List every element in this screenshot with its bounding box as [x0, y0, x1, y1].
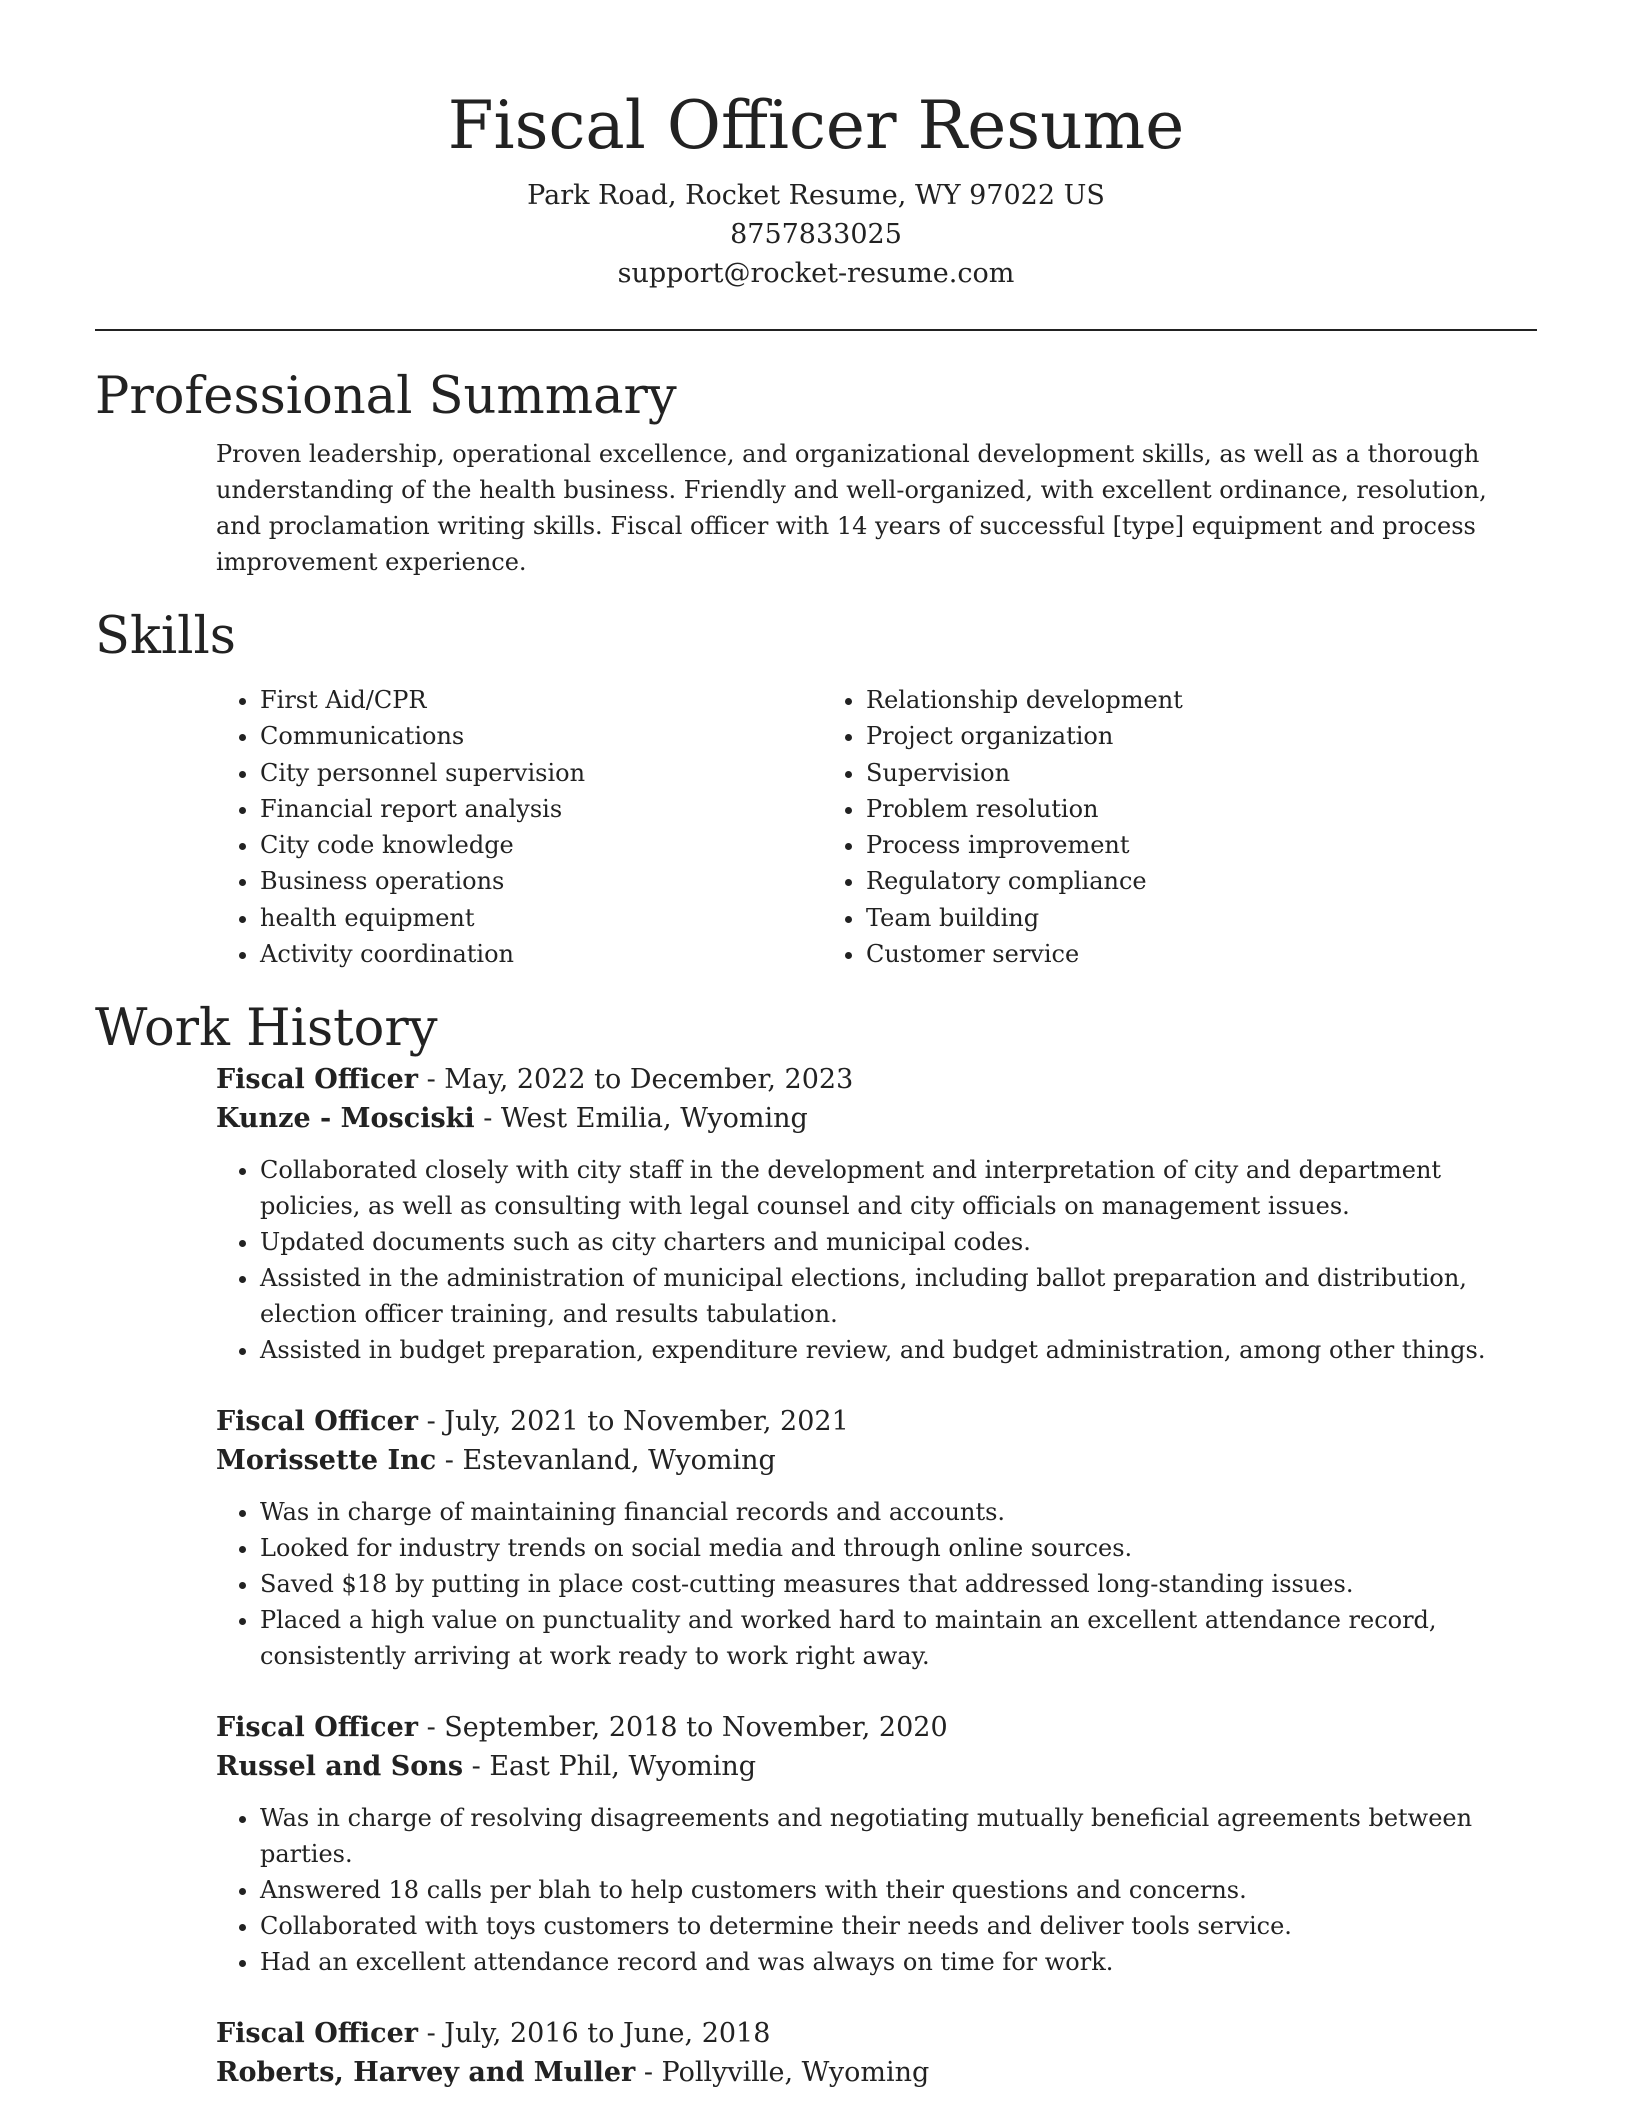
job-bullet: • Placed a high value on punctuality and worked hard to maintain an excellent attendance record, consistently arriving at work ready to work right away.: [260, 1602, 1537, 1674]
job-company: Russel and Sons: [216, 1751, 464, 1783]
skill-item: • Supervision: [866, 755, 1183, 791]
skill-item: • Customer service: [866, 936, 1183, 972]
job-company: Morissette Inc: [216, 1445, 437, 1477]
job-bullet: • Collaborated with toys customers to determine their needs and deliver tools service.: [260, 1908, 1537, 1944]
job-location: - West Emilia, Wyoming: [474, 1103, 808, 1135]
job-location: - East Phil, Wyoming: [463, 1751, 757, 1783]
header-divider: [95, 329, 1537, 331]
job-title: Fiscal Officer: [216, 1406, 418, 1438]
job-entry: [216, 1060, 1537, 1368]
job-dates: - July, 2021 to November, 2021: [418, 1406, 849, 1438]
job-company: Kunze - Mosciski: [216, 1103, 475, 1135]
summary-heading: Professional Summary: [95, 367, 677, 426]
job-bullet: • Updated documents such as city charters and municipal codes.: [260, 1224, 1537, 1260]
job-location: - Pollyville, Wyoming: [635, 2057, 930, 2089]
skills-list: [216, 682, 1537, 972]
skill-item: • Business operations: [260, 863, 822, 899]
job-bullets: [216, 1152, 1537, 1368]
job-dates: - May, 2022 to December, 2023: [418, 1064, 854, 1096]
job-bullet: • Assisted in budget preparation, expenditure review, and budget administration, among other things.: [260, 1332, 1537, 1368]
contact-block: [95, 176, 1537, 293]
job-company-line: [216, 2053, 1537, 2092]
skill-item: • City personnel supervision: [260, 755, 822, 791]
summary-text: Proven leadership, operational excellence, and organizational development skills, as well as a thorough understanding of the health business. Friendly and well-organized, with excellent ordinance, resolution, and proclamation writing skills. Fiscal officer with 14 years of successful [type] equipment and process improvement experience.: [216, 440, 1487, 576]
job-bullet: • Saved $18 by putting in place cost-cutting measures that addressed long-standing issues.: [260, 1566, 1537, 1602]
job-bullets: [216, 1800, 1537, 1980]
job-location: - Estevanland, Wyoming: [436, 1445, 776, 1477]
skill-item: • City code knowledge: [260, 827, 822, 863]
skills-heading: Skills: [95, 607, 236, 666]
job-bullet: • Collaborated closely with city staff in the development and interpretation of city and department policies, as well as consulting with legal counsel and city officials on management issues.: [260, 1152, 1537, 1224]
job-bullet: • Was in charge of resolving disagreements and negotiating mutually beneficial agreements between parties.: [260, 1800, 1537, 1872]
skill-item: • First Aid/CPR: [260, 682, 822, 718]
job-bullets: [216, 1494, 1537, 1674]
contact-email: support@rocket-resume.com: [617, 258, 1015, 289]
job-company: Roberts, Harvey and Muller: [216, 2057, 636, 2089]
skill-item: • Regulatory compliance: [866, 863, 1183, 899]
work-history-heading: Work History: [95, 999, 438, 1059]
job-bullet: • Assisted in the administration of municipal elections, including ballot preparation and distribution, election officer training, and results tabulation.: [260, 1260, 1537, 1332]
job-company-line: [216, 1099, 1537, 1138]
contact-phone: 8757833025: [730, 219, 902, 250]
resume-title: Fiscal Officer Resume: [447, 87, 1185, 164]
job-company-line: [216, 1747, 1537, 1786]
skills-column-1: [216, 682, 822, 972]
skill-item: • Team building: [866, 900, 1183, 936]
job-title: Fiscal Officer: [216, 1064, 418, 1096]
skill-item: • Financial report analysis: [260, 791, 822, 827]
job-title-line: [216, 1708, 1537, 1747]
job-title-line: [216, 2014, 1537, 2053]
contact-address: Park Road, Rocket Resume, WY 97022 US: [527, 180, 1105, 211]
job-bullet: • Answered 18 calls per blah to help customers with their questions and concerns.: [260, 1872, 1537, 1908]
job-entry: [216, 1708, 1537, 1980]
job-bullet: • Was in charge of maintaining financial records and accounts.: [260, 1494, 1537, 1530]
skills-column-2: [822, 682, 1183, 972]
job-bullet: • Looked for industry trends on social media and through online sources.: [260, 1530, 1537, 1566]
job-title-line: [216, 1060, 1537, 1099]
skill-item: • Problem resolution: [866, 791, 1183, 827]
skill-item: • Relationship development: [866, 682, 1183, 718]
job-entry: [216, 2014, 1537, 2092]
job-dates: - September, 2018 to November, 2020: [418, 1712, 948, 1744]
job-title: Fiscal Officer: [216, 2018, 418, 2050]
skill-item: • Communications: [260, 718, 822, 754]
job-bullet: • Had an excellent attendance record and was always on time for work.: [260, 1944, 1537, 1980]
job-company-line: [216, 1441, 1537, 1480]
job-dates: - July, 2016 to June, 2018: [418, 2018, 771, 2050]
skill-item: • Process improvement: [866, 827, 1183, 863]
skill-item: • Activity coordination: [260, 936, 822, 972]
job-title: Fiscal Officer: [216, 1712, 418, 1744]
job-title-line: [216, 1402, 1537, 1441]
skill-item: • health equipment: [260, 900, 822, 936]
job-entry: [216, 1402, 1537, 1674]
skill-item: • Project organization: [866, 718, 1183, 754]
